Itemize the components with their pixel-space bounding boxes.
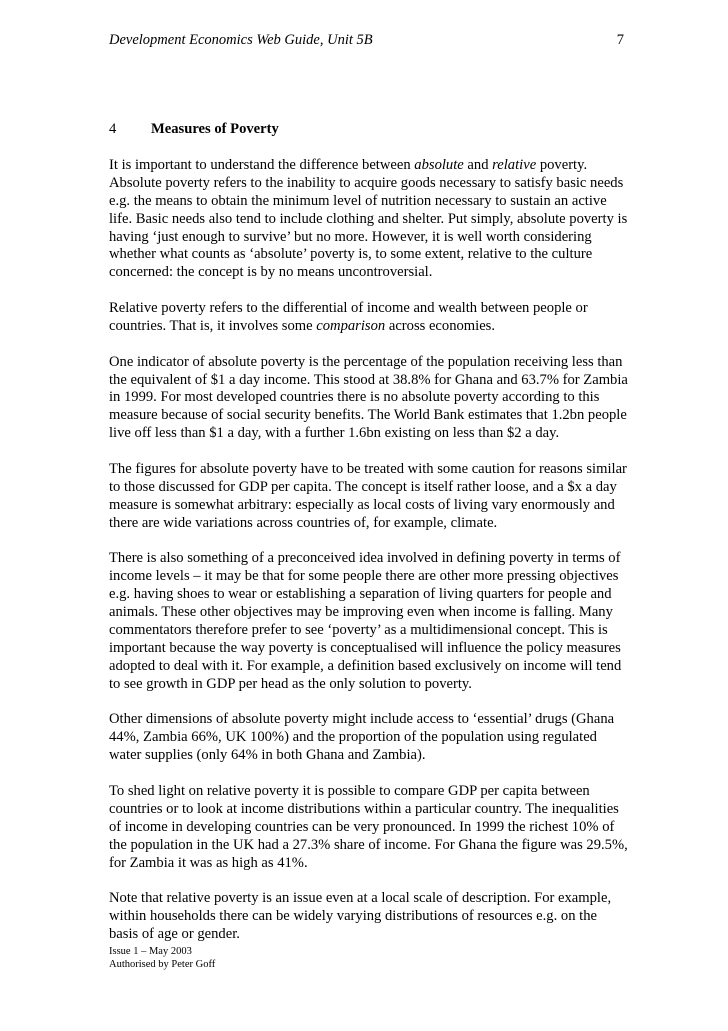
text-run: and [463,156,493,173]
paragraph-absolute-relative [109,157,629,282]
page-footer [109,945,215,971]
page-header [109,31,624,49]
document-body [109,121,629,962]
paragraph-preconceived: There is also something of a preconceived idea involved in defining poverty in terms of income levels – it may be that for some people there are other more pressing objectives e.g. having shoes to wear or establishing a separation of living quarters for people and animals. These other objectives may be improving even when income is falling. Many commentators therefore prefer to see ‘poverty’ as a multidimensional concept. This is important because the way poverty is conceptualised will influence the policy measures adopted to deal with it. For example, a definition based exclusively on income will tend to see growth in GDP per head as the only solution to poverty. [109,550,622,692]
emphasis-relative: relative [492,156,537,173]
paragraph-relative-poverty [109,300,629,336]
text-run: across economies. [385,317,496,334]
emphasis-comparison: comparison [316,317,386,334]
section-number: 4 [109,121,117,137]
paragraph-other-dimensions: Other dimensions of absolute poverty might include access to ‘essential’ drugs (Ghana 44%, Zambia 66%, UK 100%) and the proportion of the population using regulated water supplies (only 64% in both Ghana and Zambia). [109,711,615,764]
section-heading [109,121,629,139]
paragraph-income-distribution: To shed light on relative poverty it is possible to compare GDP per capita between countries or to look at income distributions within a particular country. The inequalities of income in developing countries can be very pronounced. In 1999 the richest 10% of the population in the UK had a 27.3% share of income. For Ghana the figure was 29.5%, for Zambia it was as high as 41%. [109,782,628,871]
header-title: Development Economics Web Guide, Unit 5B [109,32,373,48]
emphasis-absolute: absolute [414,156,464,173]
page-number: 7 [616,32,624,48]
text-run: poverty. Absolute poverty refers to the inability to acquire goods necessary to satisfy basic needs e.g. the means to obtain the minimum level of nutrition necessary to sustain an active life. Basic needs also tend to include clothing and shelter. Put simply, absolute poverty is having ‘just enough to survive’ but no more. However, it is well worth considering whether what counts as ‘absolute’ poverty is, to some extent, relative to the culture concerned: the concept is by no means uncontroversial. [109,156,628,281]
text-run: It is important to understand the difference between [109,156,415,173]
text-run: Relative poverty refers to the differential of income and wealth between people or countries. That is, it involves some [109,300,588,334]
paragraph-indicator: One indicator of absolute poverty is the percentage of the population receiving less than the equivalent of $1 a day income. This stood at 38.8% for Ghana and 63.7% for Zambia in 1999. For most developed countries there is no absolute poverty according to this measure because of social security benefits. The World Bank estimates that 1.2bn people live off less than $1 a day, with a further 1.6bn existing on less than $2 a day. [109,353,628,442]
section-title: Measures of Poverty [151,121,279,137]
paragraph-caution: The figures for absolute poverty have to be treated with some caution for reasons similar to those discussed for GDP per capita. The concept is itself rather loose, and a $x a day measure is somewhat arbitrary: especially as local costs of living vary enormously and there are wide variations across countries of, for example, climate. [109,460,627,531]
paragraph-local-scale: Note that relative poverty is an issue even at a local scale of description. For example, within households there can be widely varying distributions of resources e.g. on the basis of age or gender. [109,890,612,943]
footer-author: Authorised by Peter Goff [109,959,216,970]
footer-issue: Issue 1 – May 2003 [109,946,192,957]
